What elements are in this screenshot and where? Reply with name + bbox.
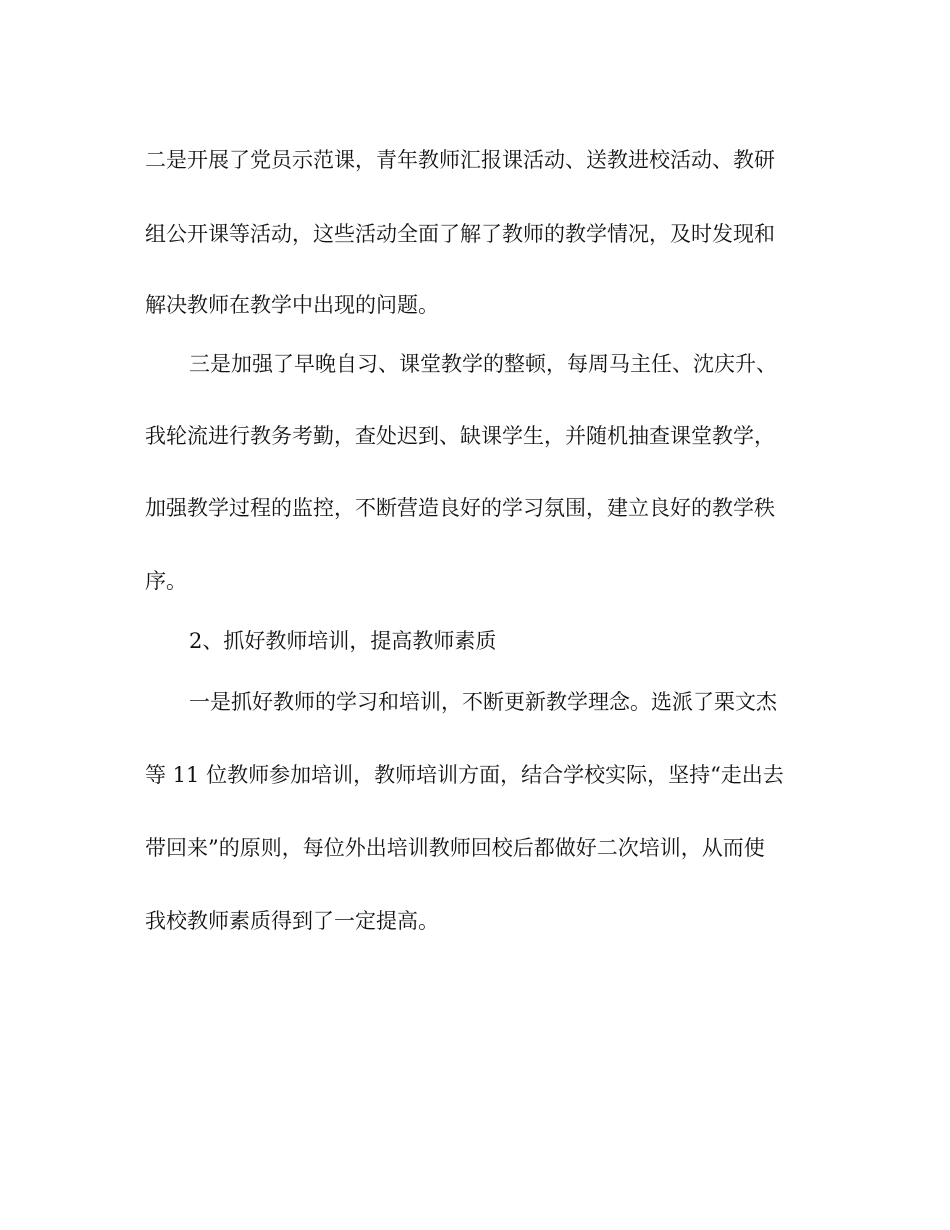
text-line: 二是开展了党员示范课，青年教师汇报课活动、送教进校活动、教研	[145, 148, 775, 172]
text-line: 带回来”的原则，每位外出培训教师回校后都做好二次培训，从而使	[145, 836, 765, 860]
text-line: 组公开课等活动，这些活动全面了解了教师的教学情况，及时发现和	[145, 222, 775, 246]
text-line: 我轮流进行教务考勤，查处迟到、缺课学生，并随机抽查课堂教学，	[145, 424, 775, 448]
text-line: 三是加强了早晚自习、课堂教学的整顿，每周马主任、沈庆升、	[189, 352, 777, 376]
section-heading: 2、抓好教师培训，提高教师素质	[189, 629, 497, 653]
text-line: 一是抓好教师的学习和培训，不断更新教学理念。选派了栗文杰	[189, 690, 777, 714]
text-line: 解决教师在教学中出现的问题。	[145, 293, 439, 317]
text-line: 等 11 位教师参加培训，教师培训方面，结合学校实际，坚持“走出去	[145, 763, 784, 787]
text-line: 我校教师素质得到了一定提高。	[145, 909, 439, 933]
text-line: 加强教学过程的监控，不断营造良好的学习氛围，建立良好的教学秩	[145, 496, 775, 520]
text-line: 序。	[145, 569, 187, 593]
